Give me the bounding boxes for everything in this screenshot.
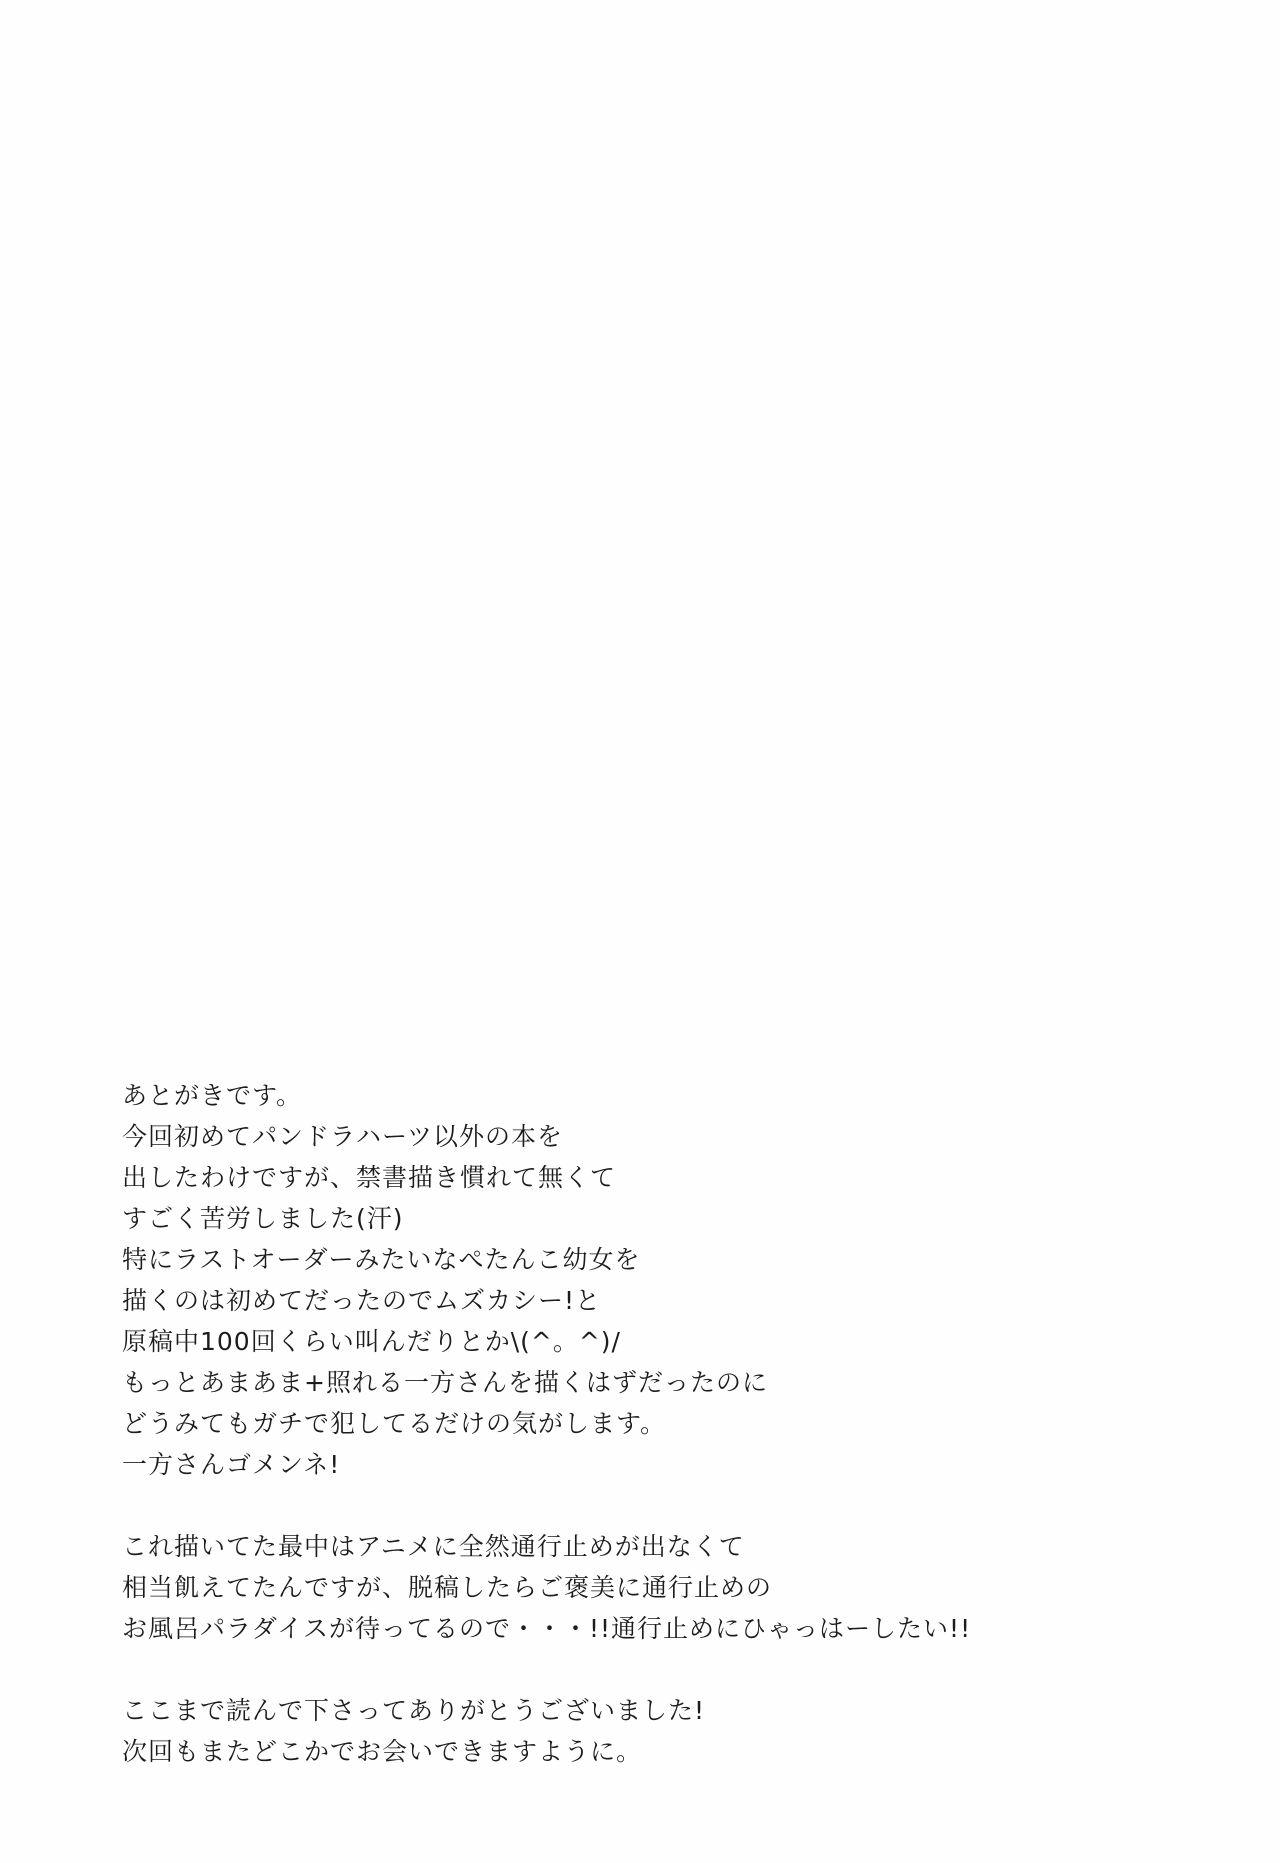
text-line: どうみてもガチで犯してるだけの気がします。 <box>122 1409 667 1438</box>
text-line: お風呂パラダイスが待ってるので・・・!!通行止めにひゃっはーしたい!! <box>122 1614 972 1643</box>
text-line: 次回もまたどこかでお会いできますように。 <box>122 1737 643 1766</box>
text-line: 今回初めてパンドラハーツ以外の本を <box>122 1122 564 1151</box>
text-line: これ描いてた最中はアニメに全然通行止めが出なくて <box>122 1532 745 1561</box>
text-line: 原稿中100回くらい叫んだりとか\(^。^)/ <box>122 1327 621 1356</box>
text-line: 相当飢えてたんですが、脱稿したらご褒美に通行止めの <box>122 1573 773 1602</box>
afterword-paragraph-2 <box>122 1526 1122 1649</box>
text-line: 出したわけですが、禁書描き慣れて無くて <box>122 1163 617 1192</box>
text-line: 一方さんゴメンネ! <box>122 1450 341 1479</box>
text-line: もっとあまあま+照れる一方さんを描くはずだったのに <box>122 1368 768 1397</box>
text-line: あとがきです。 <box>122 1081 303 1110</box>
afterword-text <box>122 1075 1122 1772</box>
text-line: 描くのは初めてだったのでムズカシー!と <box>122 1286 602 1315</box>
text-line: 特にラストオーダーみたいなぺたんこ幼女を <box>122 1245 641 1274</box>
text-line: ここまで読んで下さってありがとうございました! <box>122 1696 706 1725</box>
afterword-paragraph-1 <box>122 1075 1122 1485</box>
text-line: すごく苦労しました(汗) <box>122 1204 404 1233</box>
afterword-paragraph-3 <box>122 1690 1122 1772</box>
